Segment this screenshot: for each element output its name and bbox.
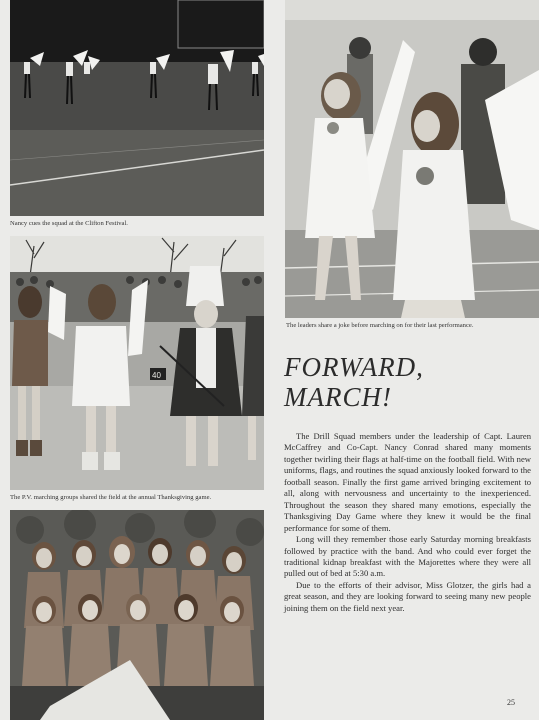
photo-clifton-festival bbox=[10, 0, 264, 216]
photo-leaders-image bbox=[285, 0, 539, 318]
photo-drill-squad-group bbox=[10, 510, 264, 720]
article-paragraph: Due to the efforts of their advisor, Miss Glotzer, the girls had a great season, and they are looking forward to seeing many new people joining them on the field next year. bbox=[284, 579, 531, 613]
caption-thanksgiving: The P.V. marching groups shared the field at the annual Thanksgiving game. bbox=[10, 494, 212, 501]
yard-marker-text: 40 bbox=[152, 371, 161, 380]
page-number: 25 bbox=[507, 698, 515, 707]
article-headline bbox=[284, 352, 524, 412]
photo-thanksgiving-image bbox=[10, 236, 264, 490]
photo-leaders bbox=[285, 0, 539, 318]
caption-leaders: The leaders share a joke before marching on for their last performance. bbox=[286, 322, 474, 329]
photo-thanksgiving bbox=[10, 236, 264, 490]
article-body bbox=[284, 431, 531, 614]
caption-clifton: Nancy cues the squad at the Clifton Festival. bbox=[10, 220, 128, 227]
photo-drill-squad-group-image bbox=[10, 510, 264, 720]
headline-line-1: FORWARD, bbox=[284, 352, 424, 382]
headline-line-2: MARCH! bbox=[284, 382, 392, 412]
article-paragraph: The Drill Squad members under the leadership of Capt. Lauren McCaffrey and Co-Capt. Nancy Conrad shared many moments together twirling their flags at half-time on the football field. With new uniforms, flags, and routines the squad anxiously looked forward to the football season. Finally the first game arrived bringing excitement to all, along with nervousness and uncertainty to the inexperienced. Throughout the season they shared many emotions, especially the Thanksgiving Day Game where they knew it would be the final performance for some of them. bbox=[284, 431, 531, 533]
photo-clifton-festival-image bbox=[10, 0, 264, 216]
article-paragraph: Long will they remember those early Saturday morning breakfasts followed by practice with the band. And who could ever forget the traditional kidnap breakfast with the Majorettes where they were all pulled out of bed at 5:30 a.m. bbox=[284, 534, 531, 579]
